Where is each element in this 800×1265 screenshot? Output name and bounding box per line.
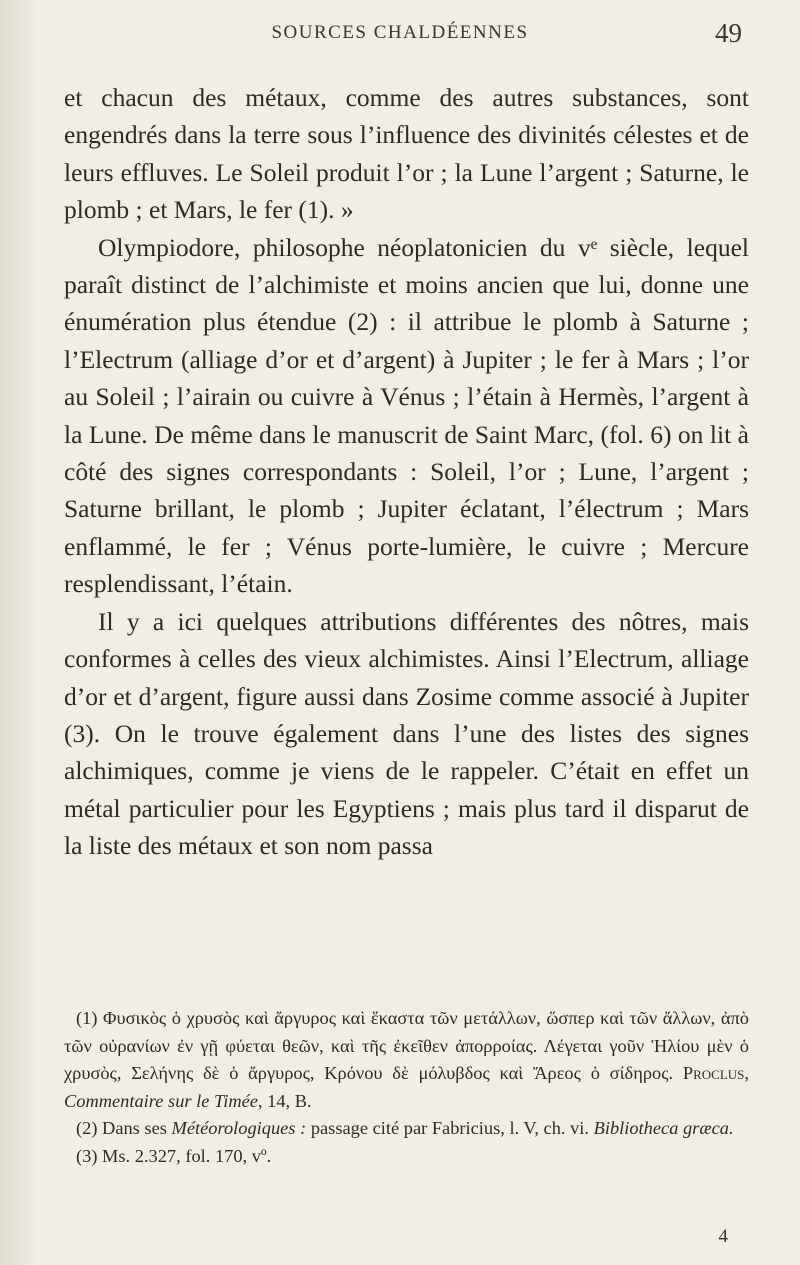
footnote-2 xyxy=(64,1115,749,1143)
running-title: SOURCES CHALDÉENNES xyxy=(271,22,529,43)
page-header xyxy=(0,14,800,54)
footnote-2-work: Météorologiques : xyxy=(171,1118,307,1138)
signature-mark: 4 xyxy=(718,1226,728,1247)
footnote-1-author: Proclus, xyxy=(682,1063,749,1083)
paragraph-olympiodore: Olympiodore, philosophe néoplatonicien du vᵉ siècle, lequel paraît distinct de l’alchimiste et moins ancien que lui, donne une énumération plus étendue (2) : il attribue le plomb à Saturne ; l’Electrum (alliage d’or et d’argent) à Jupiter ; le fer à Mars ; l’or au Soleil ; l’airain ou cuivre à Vénus ; l’étain à Hermès, l’argent à la Lune. De même dans le manuscrit de Saint Marc, (fol. 6) on lit à côté des signes correspondants : Soleil, l’or ; Lune, l’argent ; Saturne brillant, le plomb ; Jupiter éclatant, l’électrum ; Mars enflammé, le fer ; Vénus porte-lumière, le cuivre ; Mercure resplendissant, l’étain. xyxy=(64,232,749,599)
footnote-1-greek: (1) Φυσικὸς ὁ χρυσὸς καὶ ἄργυρος καὶ ἕκαστα τῶν μετάλλων, ὥσπερ καὶ τῶν ἄλλων, ἀπὸ τῶν οὐρανίων ἐν γῇ φύεται θεῶν, καὶ τῆς ἐκεῖθεν ἀπορροίας. Λέγεται γοῦν Ἡλίου μὲν ὁ χρυσὸς, Σελήνης δὲ ὁ ἄργυρος, Κρόνου δὲ μόλυβδος καὶ Ἄρεος ὁ σίδηρος. xyxy=(64,1008,749,1083)
footnote-1-work: Commentaire sur le Timée, xyxy=(64,1090,263,1111)
footnote-1-ref: 14, B. xyxy=(267,1090,312,1111)
footnote-2-prefix: (2) Dans ses xyxy=(76,1118,167,1138)
page-number: 49 xyxy=(715,18,742,48)
footnote-3: (3) Ms. 2.327, fol. 170, vº. xyxy=(76,1145,272,1166)
footnote-1 xyxy=(64,1005,749,1115)
paragraph-continuation: et chacun des métaux, comme des autres substances, sont engendrés dans la terre sous l’influence des divinités célestes et de leurs effluves. Le Soleil produit l’or ; la Lune l’argent ; Saturne, le plomb ; et Mars, le fer (1). » xyxy=(64,83,749,225)
paragraph-attributions: Il y a ici quelques attributions différentes des nôtres, mais conformes à celles des vieux alchimistes. Ainsi l’Electrum, alliage d’or et d’argent, figure aussi dans Zosime comme associé à Jupiter (3). On le trouve également dans l’une des listes des signes alchimiques, comme je viens de le rappeler. C’était en effet un métal particulier pour les Egyptiens ; mais plus tard il disparut de la liste des métaux et son nom passa xyxy=(64,606,749,861)
main-text xyxy=(64,79,749,865)
footnote-2-title: Bibliotheca græca. xyxy=(593,1118,734,1138)
footnotes xyxy=(64,1005,749,1170)
footnote-2-rest: passage cité par Fabricius, l. V, ch. vi. xyxy=(310,1118,589,1138)
